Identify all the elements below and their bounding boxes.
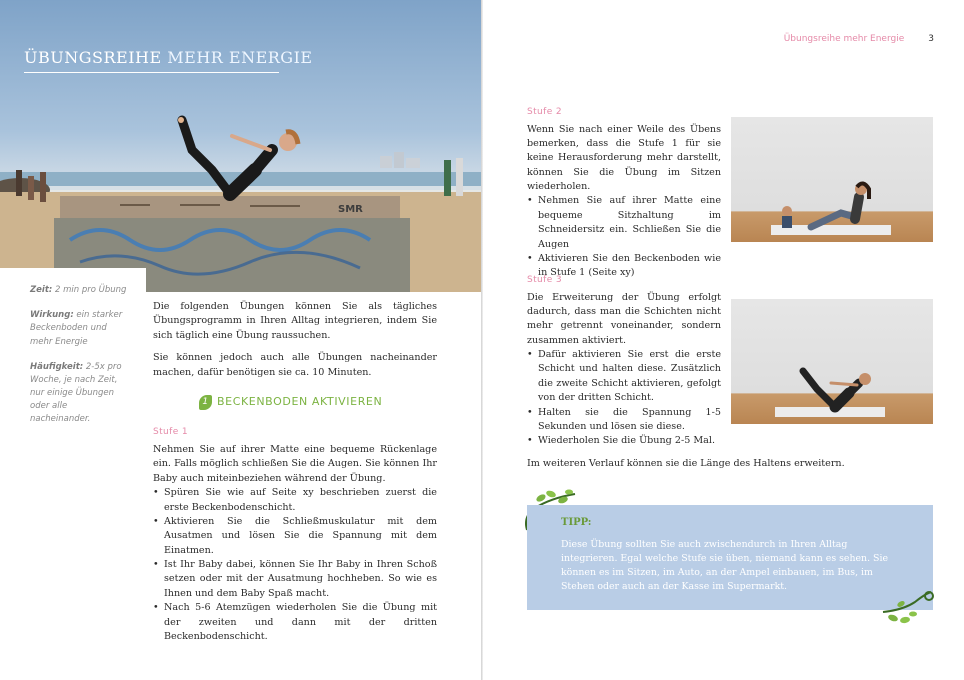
fact-text: 2-5x pro Woche, je nach Zeit, nur einige Übungen oder alle nacheinander.: [30, 361, 122, 425]
fact-label: Wirkung:: [30, 310, 74, 321]
title-bold: ÜBUNGSREIHE: [24, 48, 162, 67]
intro-paragraph-1: Die folgenden Übungen können Sie als tägliches Übungsprogramm in Ihren Alltag integrieren, indem Sie sich täglich eine Übung raussuchen.: [153, 301, 437, 341]
graffiti-tag: SMR: [338, 204, 363, 215]
list-item: • Halten sie die Spannung 1-5 Sekunden und lösen sie diese.: [527, 406, 721, 435]
boat-pose-illustration: [731, 299, 933, 424]
tip-box: [527, 505, 933, 610]
stufe-2-label: Stufe 2: [527, 107, 563, 117]
stufe-2-block: [527, 106, 721, 281]
stufe-2-photo: [731, 117, 933, 242]
section-title: BECKENBODEN AKTIVIEREN: [217, 394, 383, 408]
page-number: 3: [928, 34, 934, 44]
stufe-2-list: [527, 194, 721, 280]
stufe-3-photo: [731, 299, 933, 424]
list-item: • Aktivieren Sie die Schließmuskulatur mit dem Ausatmen und lösen Sie die Spannung mit dem Einatmen.: [153, 515, 437, 558]
running-head-text: Übungsreihe mehr Energie: [783, 34, 905, 44]
section-number-badge: 1: [199, 395, 212, 410]
stufe-2-text: Wenn Sie nach einer Weile des Übens bemerken, dass die Stufe 1 für sie keine Herausforderung mehr darstellt, können Sie die Übung im Sitzen wiederholen.: [527, 123, 721, 193]
tip-label: TIPP:: [561, 517, 592, 528]
fact-wirkung: [30, 309, 130, 349]
page-title: [24, 48, 313, 67]
stufe-3-block: [527, 274, 721, 449]
fact-haeufigkeit: [30, 361, 130, 427]
fact-label: Zeit:: [30, 285, 53, 295]
fact-text: ein starker Beckenboden und mehr Energie: [30, 310, 123, 347]
list-item: • Nehmen Sie auf ihrer Matte eine bequeme Sitzhaltung im Schneidersitz ein. Schließen Sie die Augen: [527, 194, 721, 252]
fact-text: 2 min pro Übung: [52, 285, 127, 295]
section-heading: [199, 394, 437, 411]
list-item: • Ist Ihr Baby dabei, können Sie Ihr Baby in Ihren Schoß setzen oder mit der Ausatmung hochheben. So wie es Ihnen und dem Baby Spaß macht.: [153, 558, 437, 601]
title-rule: [24, 72, 279, 73]
stufe-1-text: Nehmen Sie auf ihrer Matte eine bequeme Rückenlage ein. Falls möglich schließen Sie die Augen. Sie können Ihr Baby auch miteinbeziehen während der Übung.: [153, 443, 437, 484]
tip-text: Diese Übung sollten Sie auch zwischendurch in Ihren Alltag integrieren. Egal welche Stufe sie üben, niemand kann es sehen. Sie können es im Sitzen, im Auto, an der Ampel einbauen, im Bus, im Stehen oder auch an der Kasse im Supermarkt.: [561, 539, 889, 593]
list-item: • Wiederholen Sie die Übung 2-5 Mal.: [527, 434, 721, 448]
left-main-column: [153, 300, 437, 644]
stufe-3-text: Die Erweiterung der Übung erfolgt dadurch, dass man die Schichten nicht mehr getrennt voneinander, sondern zusammen aktiviert.: [527, 291, 721, 346]
beach-scene-illustration: [0, 0, 482, 292]
stufe-1-label: Stufe 1: [153, 427, 189, 438]
stufe-3-label: Stufe 3: [527, 275, 563, 285]
fact-zeit: [30, 284, 130, 297]
list-item: • Dafür aktivieren Sie erst die erste Schicht und halten diese. Zusätzlich die zweite Schicht aktivieren, gefolgt von der dritten Schicht.: [527, 348, 721, 406]
list-item: • Nach 5-6 Atemzügen wiederholen Sie die Übung mit der zweiten und dann mit der dritten Beckenbodenschicht.: [153, 601, 437, 644]
facts-sidebar: [0, 268, 146, 448]
intro-paragraph-2: Sie können jedoch auch alle Übungen nacheinander machen, dafür benötigen sie ca. 10 Minuten.: [153, 352, 437, 378]
fact-label: Häufigkeit:: [30, 361, 84, 372]
right-page: [483, 0, 964, 680]
after-paragraph: Im weiteren Verlauf können sie die Länge des Haltens erweitern.: [527, 458, 845, 469]
leaf-sprig-icon: [879, 588, 937, 630]
stufe-3-list: [527, 348, 721, 449]
list-item: • Spüren Sie wie auf Seite xy beschrieben zuerst die erste Beckenbodenschicht.: [153, 486, 437, 515]
hero-photo: [0, 0, 482, 292]
stufe-1-list: [153, 486, 437, 644]
title-light: MEHR ENERGIE: [167, 48, 313, 67]
seated-pose-illustration: [731, 117, 933, 242]
list-item: • Aktivieren Sie den Beckenboden wie in Stufe 1 (Seite xy): [527, 252, 721, 281]
running-header: [784, 34, 934, 44]
